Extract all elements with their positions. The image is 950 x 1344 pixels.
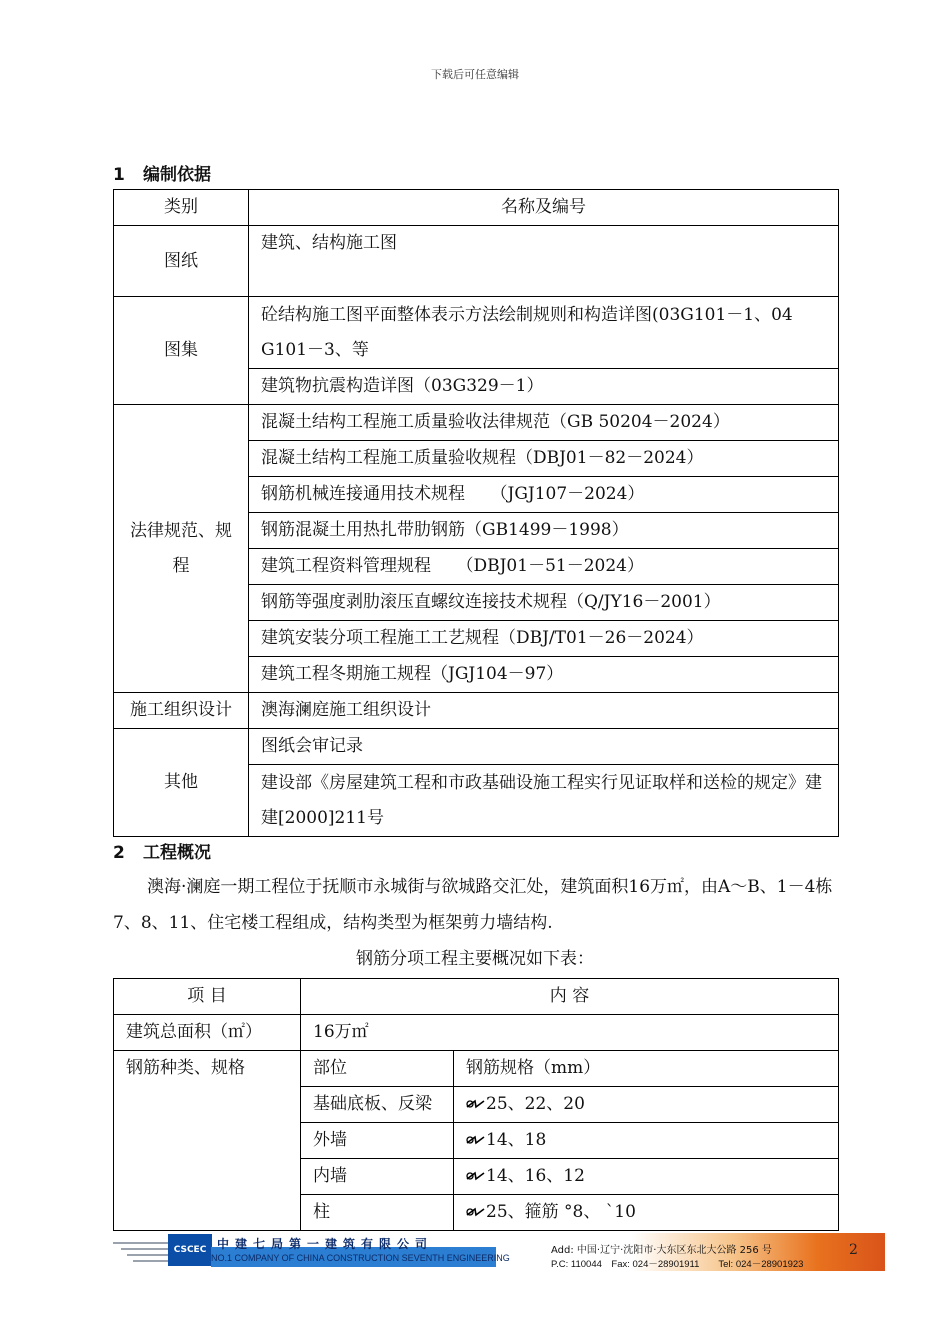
- page-number: 2: [849, 1242, 858, 1258]
- law-item: 钢筋混凝土用热扎带肋钢筋（GB1499－1998）: [249, 513, 839, 549]
- category-atlas: 图集: [114, 297, 249, 405]
- company-name-en: NO.1 COMPANY OF CHINA CONSTRUCTION SEVENTH ENGINEERING: [211, 1253, 510, 1263]
- rebar-symbol-icon: [466, 1098, 486, 1110]
- header-content: 内 容: [301, 979, 839, 1015]
- company-address: Add: 中国·辽宁·沈阳市·大东区东北大公路 256 号: [551, 1245, 772, 1256]
- rebar-spec: 25、箍筋 °8、 `10: [486, 1202, 636, 1222]
- rebar-spec: 14、18: [486, 1130, 547, 1150]
- rebar-position: 外墙: [301, 1123, 454, 1159]
- category-drawings: 图纸: [114, 226, 249, 297]
- category-laws: [114, 405, 249, 693]
- other-item-1: 图纸会审记录: [249, 729, 839, 765]
- category-other: 其他: [114, 729, 249, 837]
- section-1-heading: [113, 160, 211, 185]
- overview-paragraph: 澳海·澜庭一期工程位于抚顺市永城街与欲城路交汇处，建筑面积16万㎡，由A～B、1－4栋7、8、11、住宅楼工程组成，结构类型为框架剪力墙结构.: [113, 877, 833, 933]
- law-item: 建筑安装分项工程施工工艺规程（DBJ/T01－26－2024）: [249, 621, 839, 657]
- rebar-symbol-icon: [466, 1134, 486, 1146]
- section-2-heading: [113, 838, 211, 863]
- category-org-design: 施工组织设计: [114, 693, 249, 729]
- atlas-item-1: 砼结构施工图平面整体表示方法绘制规则和构造详图(03G101－1、04 G101－3、等: [249, 297, 839, 369]
- rebar-spec-cell: [454, 1195, 839, 1231]
- page-footer: [113, 1233, 885, 1271]
- position-header: 部位: [301, 1051, 454, 1087]
- law-item: 混凝土结构工程施工质量验收规程（DBJ01－82－2024）: [249, 441, 839, 477]
- table-caption: 钢筋分项工程主要概况如下表：: [356, 949, 594, 969]
- rebar-position: 基础底板、反梁: [301, 1087, 454, 1123]
- law-item: 钢筋等强度剥肋滚压直螺纹连接技术规程（Q/JY16－2001）: [249, 585, 839, 621]
- section-number: 1: [113, 165, 125, 185]
- section-title: 编制依据: [143, 165, 211, 185]
- basis-table: [113, 189, 839, 837]
- rebar-symbol-icon: [466, 1170, 486, 1182]
- rebar-overview-table: [113, 978, 839, 1231]
- category-laws-line1: 法律规范、规: [130, 520, 232, 541]
- rebar-spec-cell: [454, 1159, 839, 1195]
- law-item: 混凝土结构工程施工质量验收法律规范（GB 50204－2024）: [249, 405, 839, 441]
- section-title: 工程概况: [143, 843, 211, 863]
- rebar-spec-cell: [454, 1087, 839, 1123]
- rebar-spec: 25、22、20: [486, 1094, 585, 1114]
- page-header: 下载后可任意编辑: [431, 68, 519, 81]
- rebar-spec-cell: [454, 1123, 839, 1159]
- company-logo: CSCEC: [168, 1234, 212, 1266]
- rebar-symbol-icon: [466, 1206, 486, 1218]
- header-category: 类别: [114, 190, 249, 226]
- logo-speed-lines-icon: [113, 1237, 173, 1267]
- org-design-item: 澳海澜庭施工组织设计: [249, 693, 839, 729]
- header-name-number: 名称及编号: [249, 190, 839, 226]
- rebar-label: 钢筋种类、规格: [114, 1051, 301, 1231]
- rebar-position: 柱: [301, 1195, 454, 1231]
- law-item: 建筑工程冬期施工规程（JGJ104－97）: [249, 657, 839, 693]
- atlas-item-2: 建筑物抗震构造详图（03G329－1）: [249, 369, 839, 405]
- company-contact: P.C: 110044 Fax: 024－28901911 Tel: 024－28901923: [551, 1259, 804, 1270]
- header-item: 项 目: [114, 979, 301, 1015]
- section-number: 2: [113, 843, 125, 863]
- law-item: 建筑工程资料管理规程 （DBJ01－51－2024）: [249, 549, 839, 585]
- other-item-2: 建设部《房屋建筑工程和市政基础设施工程实行见证取样和送检的规定》建建[2000]211号: [249, 765, 839, 837]
- category-laws-line2: 程: [172, 555, 190, 576]
- spec-header: 钢筋规格（mm）: [454, 1051, 839, 1087]
- law-item: 钢筋机械连接通用技术规程 （JGJ107－2024）: [249, 477, 839, 513]
- drawings-item: 建筑、结构施工图: [249, 226, 839, 297]
- area-value: 16万㎡: [301, 1015, 839, 1051]
- area-label: 建筑总面积（㎡）: [114, 1015, 301, 1051]
- company-name-cn: 中建七局第一建筑有限公司: [217, 1237, 434, 1251]
- rebar-spec: 14、16、12: [486, 1166, 585, 1186]
- rebar-position: 内墙: [301, 1159, 454, 1195]
